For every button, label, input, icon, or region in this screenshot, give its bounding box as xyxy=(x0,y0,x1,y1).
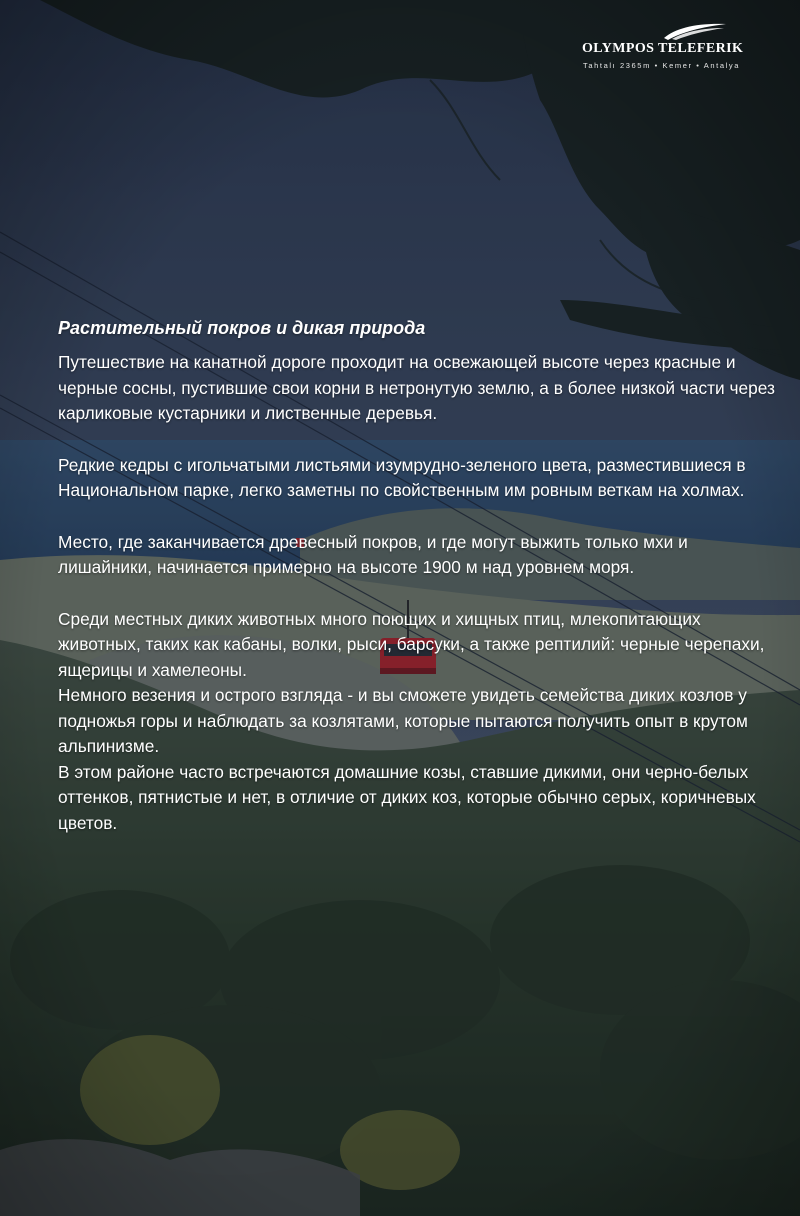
brand-tagline: Tahtalı 2365m • Kemer • Antalya xyxy=(583,61,740,70)
article xyxy=(58,316,778,836)
paragraph-domestic-goats: В этом районе часто встречаются домашние козы, ставшие дикими, они черно-белых оттенков, пятнистые и нет, в отличие от диких коз, которые обычно серых, коричневых цветов. xyxy=(58,761,756,833)
paragraph-wild-goats: Немного везения и острого взгляда - и вы сможете увидеть семейства диких козлов у подножья горы и наблюдать за козлятами, которые пытаются получить опыт в крутом альпинизме. xyxy=(58,685,748,756)
brand-name: OLYMPOS TELEFERIK xyxy=(582,41,744,56)
paragraph-vegetation: Путешествие на канатной дороге проходит на освежающей высоте через красные и черные сосны, пустившие свои корни в нетронутую землю, а в более низкой части через карликовые кустарники и лиственные деревья. xyxy=(58,352,775,423)
olympos-teleferik-logo[interactable] xyxy=(582,22,752,72)
paragraph-animals: Среди местных диких животных много поющих и хищных птиц, млекопитающих животных, таких как кабаны, волки, рыси, барсуки, а также рептилий: черные черепахи, ящерицы и хамелеоны. xyxy=(58,608,765,680)
article-heading: Растительный покров и дикая природа xyxy=(58,318,426,338)
paragraph-cedars: Редкие кедры с игольчатыми листьями изумрудно-зеленого цвета, разместившиеся в Национальном парке, легко заметны по свойственным им ровным веткам на холмах. xyxy=(58,454,746,500)
paragraph-treeline: Место, где заканчивается древесный покров, и где могут выжить только мхи и лишайники, начинается примерно на высоте 1900 м над уровнем моря. xyxy=(58,531,688,577)
swoosh-icon xyxy=(662,22,728,40)
